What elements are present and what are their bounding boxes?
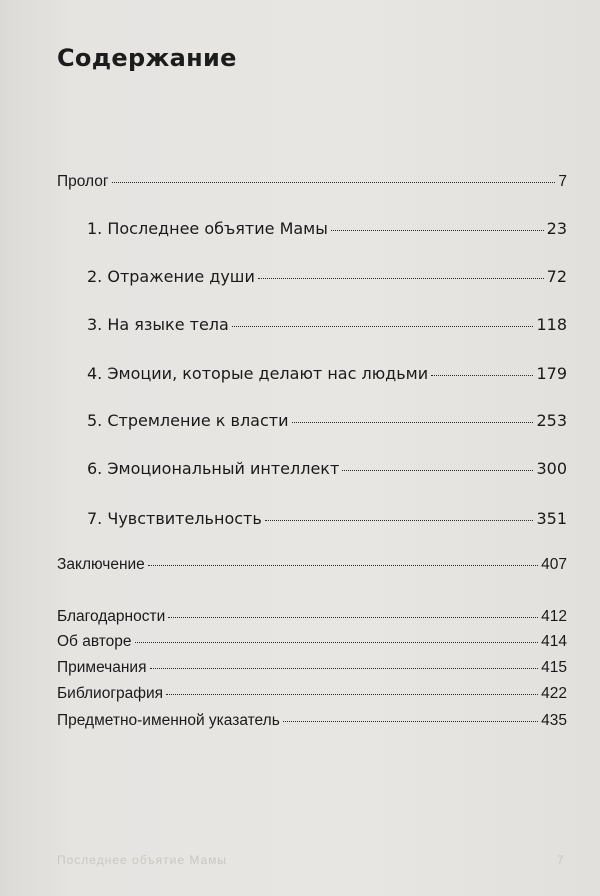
toc-entry-notes — [57, 659, 567, 677]
entry-page: 415 — [541, 659, 567, 676]
toc-entry-chapter-4 — [87, 364, 567, 383]
entry-title: Примечания — [57, 659, 147, 676]
dot-leader — [331, 230, 544, 231]
running-footer: Последнее объятие Мамы — [57, 853, 228, 867]
footer-page-number: 7 — [557, 853, 564, 867]
dot-leader — [150, 668, 539, 669]
toc-entry-about-author — [57, 633, 567, 651]
toc-entry-index — [57, 712, 567, 730]
entry-title: Библиография — [57, 685, 164, 702]
entry-title: Заключение — [57, 556, 145, 573]
dot-leader — [112, 182, 556, 183]
dot-leader — [135, 642, 539, 643]
entry-page: 300 — [536, 459, 567, 478]
dot-leader — [166, 694, 538, 695]
entry-page: 414 — [541, 633, 567, 650]
entry-page: 7 — [558, 173, 567, 190]
dot-leader — [283, 721, 538, 722]
entry-title: 3. На языке тела — [87, 315, 229, 334]
toc-entry-chapter-1 — [87, 219, 567, 238]
entry-title: 5. Стремление к власти — [87, 411, 289, 430]
toc-entry-conclusion — [57, 556, 567, 574]
toc-entry-prologue — [57, 173, 567, 191]
entry-page: 72 — [546, 267, 567, 286]
entry-page: 23 — [546, 219, 567, 238]
entry-title: Предметно-именной указатель — [57, 712, 280, 729]
entry-title: 6. Эмоциональный интеллект — [87, 459, 340, 478]
dot-leader — [431, 375, 533, 376]
entry-title: 4. Эмоции, которые делают нас людьми — [87, 364, 429, 383]
dot-leader — [148, 565, 538, 566]
entry-page: 435 — [541, 712, 567, 729]
dot-leader — [258, 278, 544, 279]
toc-heading: Содержание — [57, 44, 237, 72]
dot-leader — [342, 470, 533, 471]
entry-title: Пролог — [57, 173, 109, 190]
entry-page: 253 — [536, 411, 567, 430]
toc-entry-acknowledgements — [57, 608, 567, 626]
entry-page: 118 — [536, 315, 567, 334]
entry-title: Благодарности — [57, 608, 166, 625]
entry-title: Об авторе — [57, 633, 132, 650]
entry-title: 7. Чувствительность — [87, 509, 262, 528]
toc-entry-chapter-2 — [87, 267, 567, 286]
toc-entry-chapter-7 — [87, 509, 567, 528]
toc-entry-bibliography — [57, 685, 567, 703]
entry-page: 412 — [541, 608, 567, 625]
entry-page: 179 — [536, 364, 567, 383]
entry-title: 1. Последнее объятие Мамы — [87, 219, 328, 238]
toc-entry-chapter-6 — [87, 459, 567, 478]
toc-entry-chapter-5 — [87, 411, 567, 430]
dot-leader — [292, 422, 534, 423]
entry-page: 407 — [541, 556, 567, 573]
dot-leader — [168, 617, 538, 618]
dot-leader — [232, 326, 534, 327]
toc-entry-chapter-3 — [87, 315, 567, 334]
entry-page: 422 — [541, 685, 567, 702]
entry-page: 351 — [536, 509, 567, 528]
entry-title: 2. Отражение души — [87, 267, 255, 286]
dot-leader — [265, 520, 534, 521]
